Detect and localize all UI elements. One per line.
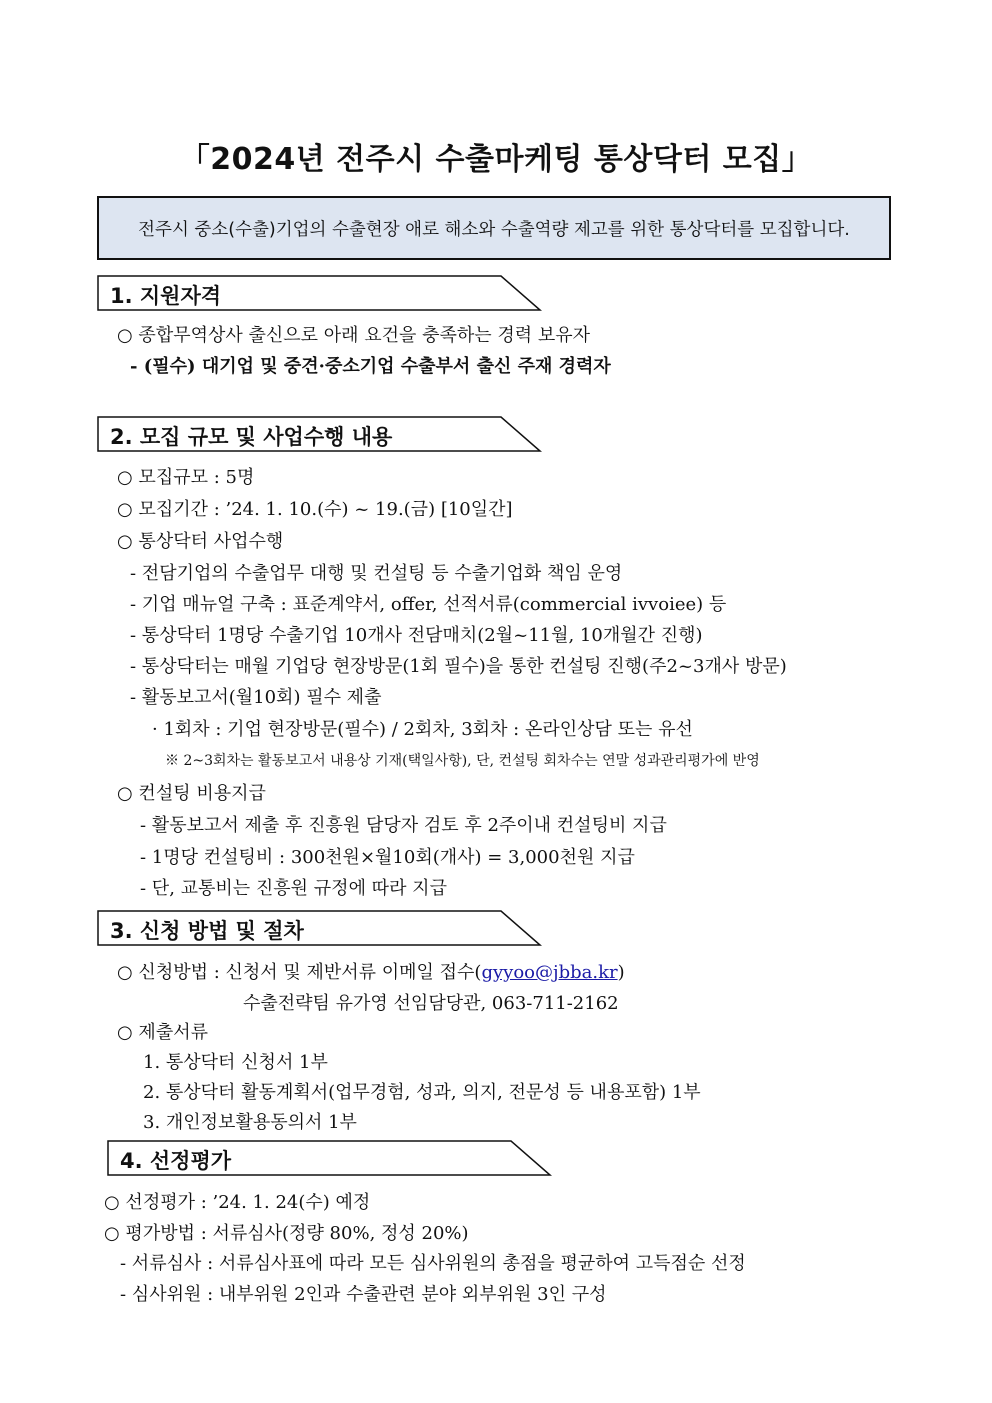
section-title: 4. 선정평가 [120,1149,232,1173]
section-heading-3 [97,910,542,946]
section-title: 3. 신청 방법 및 절차 [110,919,304,943]
intro-box [97,196,891,260]
s1-line-1: ○ 종합무역상사 출신으로 아래 요건을 충족하는 경력 보유자 [117,325,591,346]
s2-line-8: - 활동보고서(월10회) 필수 제출 [130,687,382,708]
s1-line-2: - (필수) 대기업 및 중견·중소기업 수출부서 출신 주재 경력자 [130,356,611,377]
s2-line-13: - 1명당 컨설팅비 : 300천원×월10회(개사) = 3,000천원 지급 [140,847,635,868]
s2-line-6: - 통상닥터 1명당 수출기업 10개사 전담매치(2월~11월, 10개월간 진행) [130,625,703,646]
section-title: 1. 지원자격 [110,284,222,308]
s3-line-6: 3. 개인정보활용동의서 1부 [143,1112,357,1133]
s2-line-12: - 활동보고서 제출 후 진흥원 담당자 검토 후 2주이내 컨설팅비 지급 [140,815,667,836]
s2-line-4: - 전담기업의 수출업무 대행 및 컨설팅 등 수출기업화 책임 운영 [130,563,623,584]
s3-line-4: 1. 통상닥터 신청서 1부 [143,1052,328,1073]
s3-line-2: 수출전략팀 유가영 선임담당관, 063-711-2162 [243,993,619,1014]
page-title: 「2024년 전주시 수출마케팅 통상닥터 모집」 [179,142,813,177]
s2-line-1: ○ 모집규모 : 5명 [117,467,255,488]
s2-line-5: - 기업 매뉴얼 구축 : 표준계약서, offer, 선적서류(commercial ivvoiee) 등 [130,594,727,615]
s2-line-11: ○ 컨설팅 비용지급 [117,783,266,804]
s4-line-3: - 서류심사 : 서류심사표에 따라 모든 심사위원의 총점을 평균하여 고득점순 선정 [120,1253,746,1274]
email-link[interactable]: gyyoo@jbba.kr [481,962,618,983]
s4-line-2: ○ 평가방법 : 서류심사(정량 80%, 정성 20%) [104,1223,469,1244]
s3-line-1 [117,958,625,984]
s2-line-14: - 단, 교통비는 진흥원 규정에 따라 지급 [140,878,447,899]
s3-line-1-suffix: ) [617,962,625,983]
s2-line-2: ○ 모집기간 : ’24. 1. 10.(수) ~ 19.(금) [10일간] [117,499,513,520]
s2-line-9: · 1회차 : 기업 현장방문(필수) / 2회차, 3회차 : 온라인상담 또는 유선 [152,719,693,740]
s2-note: ※ 2~3회차는 활동보고서 내용상 기재(택일사항), 단, 컨설팅 회차수는 연말 성과관리평가에 반영 [165,753,760,769]
section-heading-4 [107,1140,552,1176]
s4-line-4: - 심사위원 : 내부위원 2인과 수출관련 분야 외부위원 3인 구성 [120,1284,607,1305]
section-title: 2. 모집 규모 및 사업수행 내용 [110,425,393,449]
section-heading-2 [97,416,542,452]
section-heading-1 [97,275,542,311]
s3-line-1-prefix: ○ 신청방법 : 신청서 및 제반서류 이메일 접수( [117,962,482,983]
s3-line-5: 2. 통상닥터 활동계획서(업무경험, 성과, 의지, 전문성 등 내용포함) 1부 [143,1082,701,1103]
s4-line-1: ○ 선정평가 : ’24. 1. 24(수) 예정 [104,1192,371,1213]
intro-text: 전주시 중소(수출)기업의 수출현장 애로 해소와 수출역량 제고를 위한 통상닥터를 모집합니다. [138,219,850,240]
s3-line-3: ○ 제출서류 [117,1022,208,1043]
s2-line-7: - 통상닥터는 매월 기업당 현장방문(1회 필수)을 통한 컨설팅 진행(주2~3개사 방문) [130,656,787,677]
s2-line-3: ○ 통상닥터 사업수행 [117,531,284,552]
